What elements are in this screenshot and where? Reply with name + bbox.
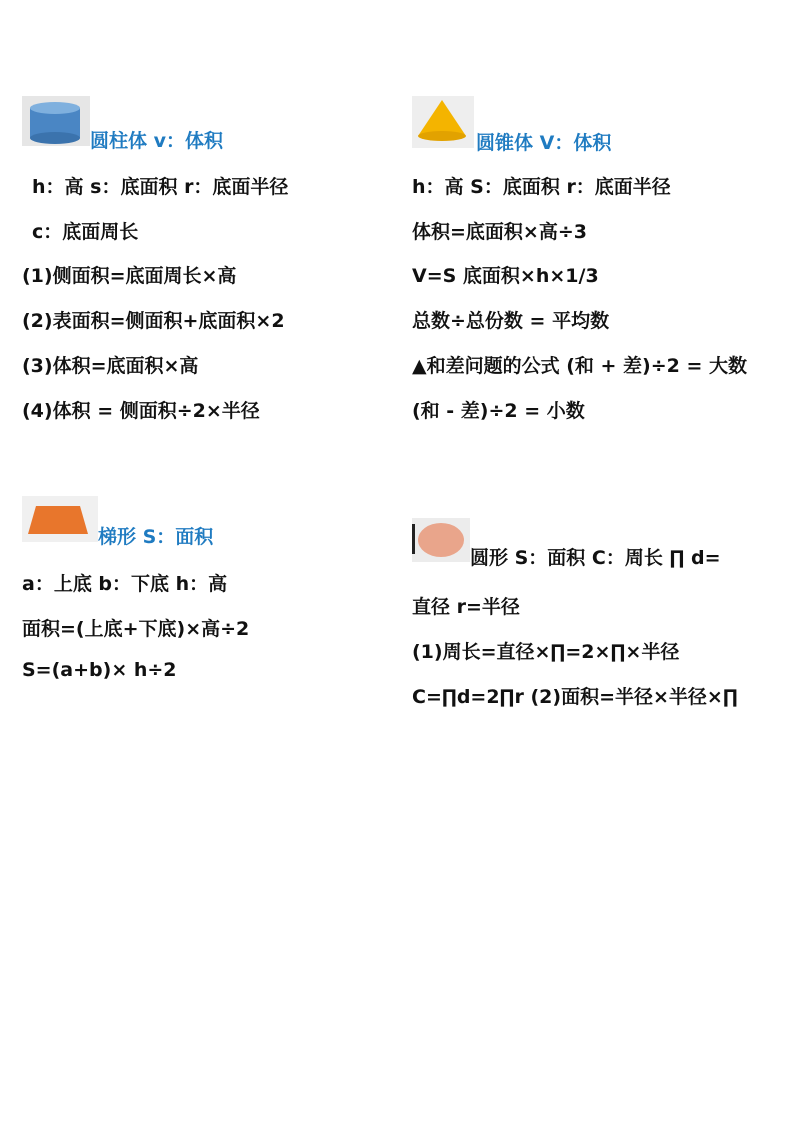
circle-line-1: 直径 r=半径 [412, 596, 520, 618]
cone-line-5: ▲和差问题的公式 (和 + 差)÷2 = 大数 [412, 355, 748, 377]
cylinder-line-3: (1)侧面积=底面周长×高 [22, 265, 237, 287]
cylinder-line-6: (4)体积 = 侧面积÷2×半径 [22, 400, 260, 422]
cone-line-4: 总数÷总份数 = 平均数 [412, 310, 610, 332]
cylinder-line-2: c：底面周长 [32, 221, 139, 243]
cone-title: 圆锥体 V：体积 [476, 132, 612, 154]
cone-icon [412, 96, 474, 148]
cone-line-1: h：高 S：底面积 r：底面半径 [412, 176, 671, 198]
circle-line-2: (1)周长=直径×∏=2×∏×半径 [412, 641, 680, 663]
trapezoid-icon [22, 496, 98, 542]
cone-line-6: (和 - 差)÷2 = 小数 [412, 400, 585, 422]
trapezoid-title: 梯形 S：面积 [98, 526, 214, 548]
cylinder-line-1: h：高 s：底面积 r：底面半径 [32, 176, 289, 198]
ellipse-icon [412, 518, 470, 562]
cone-line-3: V=S 底面积×h×1/3 [412, 265, 599, 287]
cone-line-2: 体积=底面积×高÷3 [412, 221, 587, 243]
cylinder-icon [22, 96, 90, 146]
cylinder-line-4: (2)表面积=侧面积+底面积×2 [22, 310, 285, 332]
circle-title: 圆形 S：面积 C：周长 ∏ d= [470, 547, 721, 569]
cylinder-line-5: (3)体积=底面积×高 [22, 355, 199, 377]
trapezoid-line-3: S=(a+b)× h÷2 [22, 659, 177, 681]
trapezoid-line-1: a：上底 b：下底 h：高 [22, 573, 228, 595]
trapezoid-line-2: 面积=(上底+下底)×高÷2 [22, 618, 250, 640]
cylinder-title: 圆柱体 v：体积 [90, 130, 224, 152]
circle-line-3: C=∏d=2∏r (2)面积=半径×半径×∏ [412, 686, 738, 708]
